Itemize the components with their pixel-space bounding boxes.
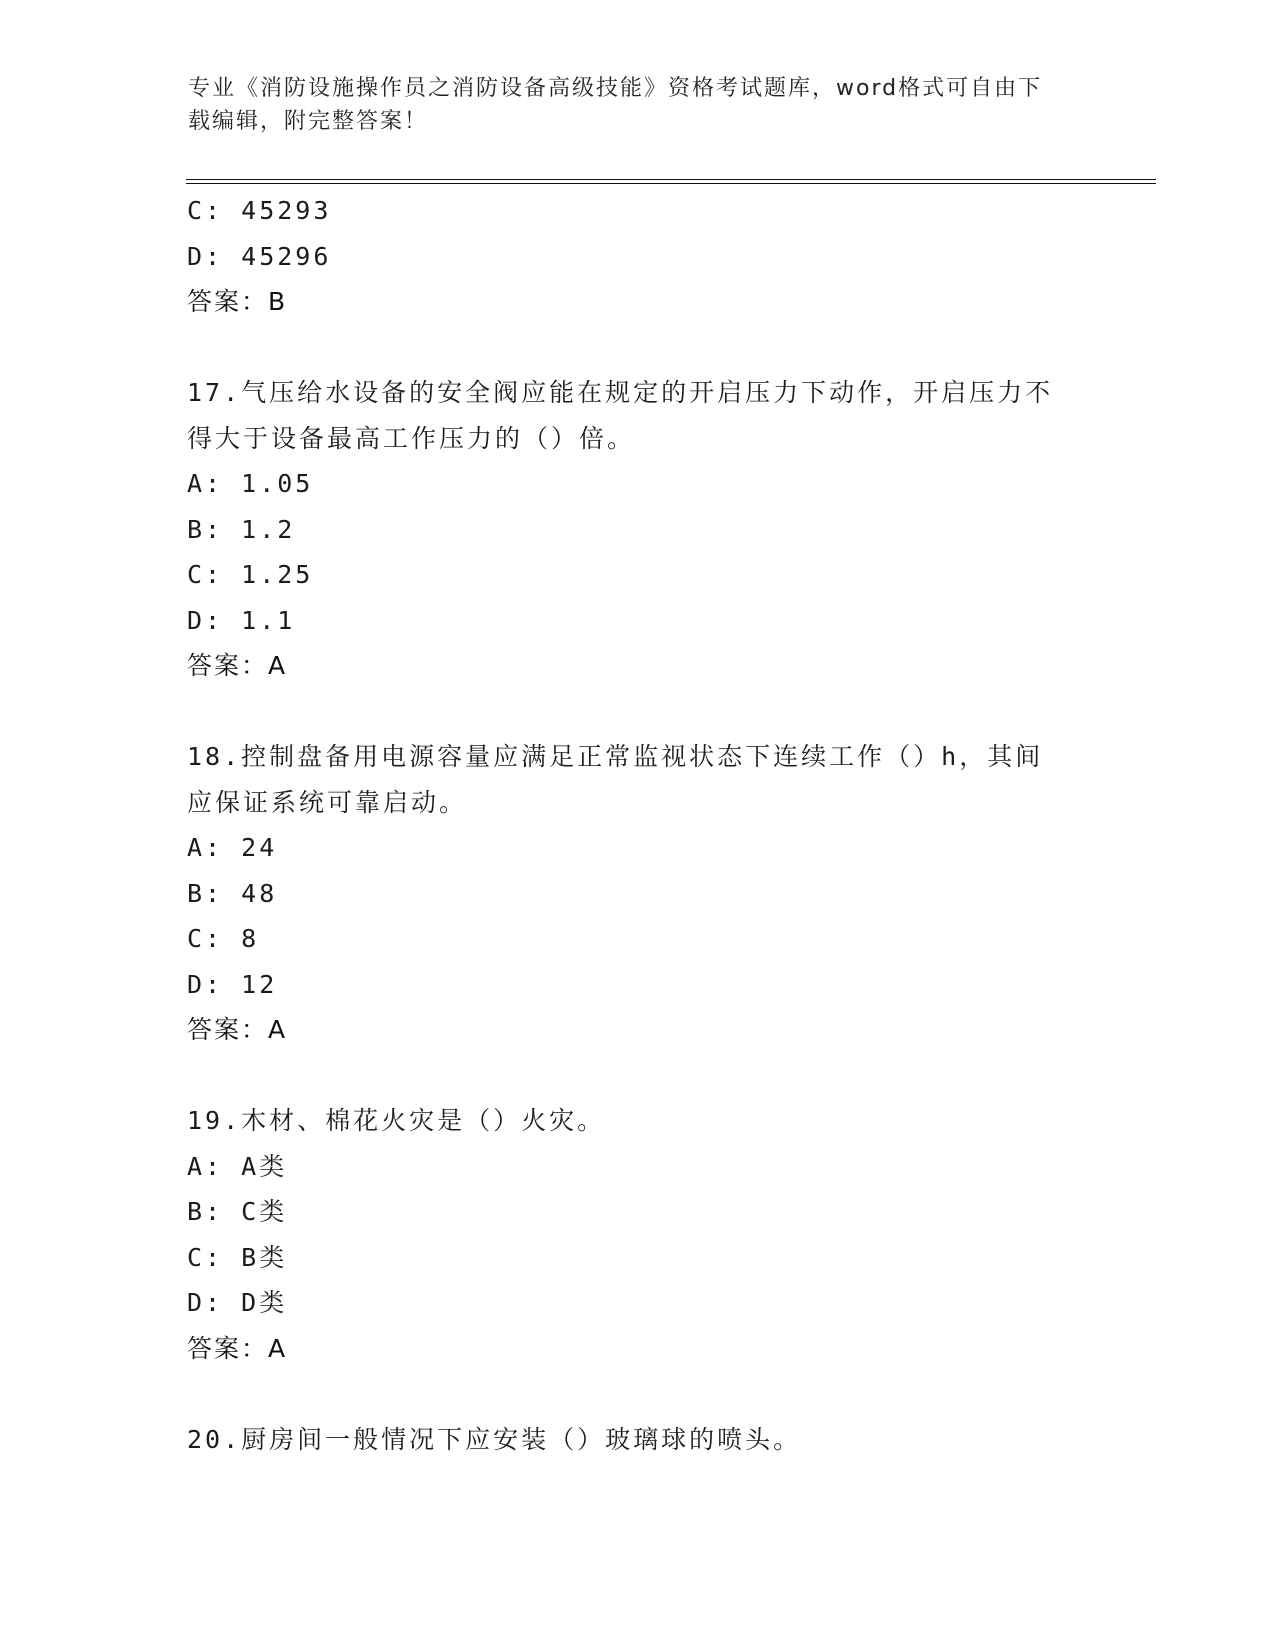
question-stem-line: 得大于设备最高工作压力的（）倍。 (187, 423, 636, 453)
option-c: C: B类 (187, 1242, 288, 1272)
question-17 (187, 370, 1087, 689)
question-list (187, 188, 1087, 1462)
spacer (187, 1371, 1087, 1417)
option-b: B: 1.2 (187, 514, 296, 544)
option-c: C: 8 (187, 924, 260, 953)
question-stem-line: 应保证系统可靠启动。 (187, 787, 468, 817)
question-stem-line: 17.气压给水设备的安全阀应能在规定的开启压力下动作，开启压力不 (187, 378, 1054, 407)
header-line-2: 载编辑，附完整答案！ (188, 109, 429, 134)
option-b: B: 48 (187, 878, 278, 908)
header-divider-top (186, 179, 1156, 180)
option-d: D: 45296 (187, 241, 332, 271)
spacer (187, 1053, 1087, 1099)
answer-line: 答案：A (187, 1333, 288, 1363)
question-stem-line: 19.木材、棉花火灾是（）火灾。 (187, 1106, 606, 1135)
header-line-1: 专业《消防设施操作员之消防设备高级技能》资格考试题库，word格式可自由下 (188, 76, 1043, 101)
spacer (187, 689, 1087, 735)
document-header (188, 72, 1088, 138)
option-d: D: 1.1 (187, 605, 296, 635)
option-c: C: 45293 (187, 196, 332, 225)
option-b: B: C类 (187, 1197, 288, 1226)
question-18 (187, 734, 1087, 1053)
option-a: A: 1.05 (187, 469, 314, 498)
question-stem-line: 20.厨房间一般情况下应安装（）玻璃球的喷头。 (187, 1424, 802, 1454)
question-16-tail (187, 188, 1087, 325)
question-stem-line: 18.控制盘备用电源容量应满足正常监视状态下连续工作（）h，其间 (187, 742, 1044, 771)
option-d: D: D类 (187, 1288, 288, 1317)
answer-line: 答案：A (187, 651, 288, 680)
question-19 (187, 1098, 1087, 1371)
option-a: A: A类 (187, 1151, 288, 1181)
spacer (187, 325, 1087, 371)
option-d: D: 12 (187, 969, 278, 999)
header-divider-bottom (186, 183, 1156, 184)
option-a: A: 24 (187, 833, 278, 862)
answer-line: 答案：A (187, 1015, 288, 1044)
answer-line: 答案：B (187, 287, 288, 316)
option-c: C: 1.25 (187, 560, 314, 589)
question-20 (187, 1417, 1087, 1463)
